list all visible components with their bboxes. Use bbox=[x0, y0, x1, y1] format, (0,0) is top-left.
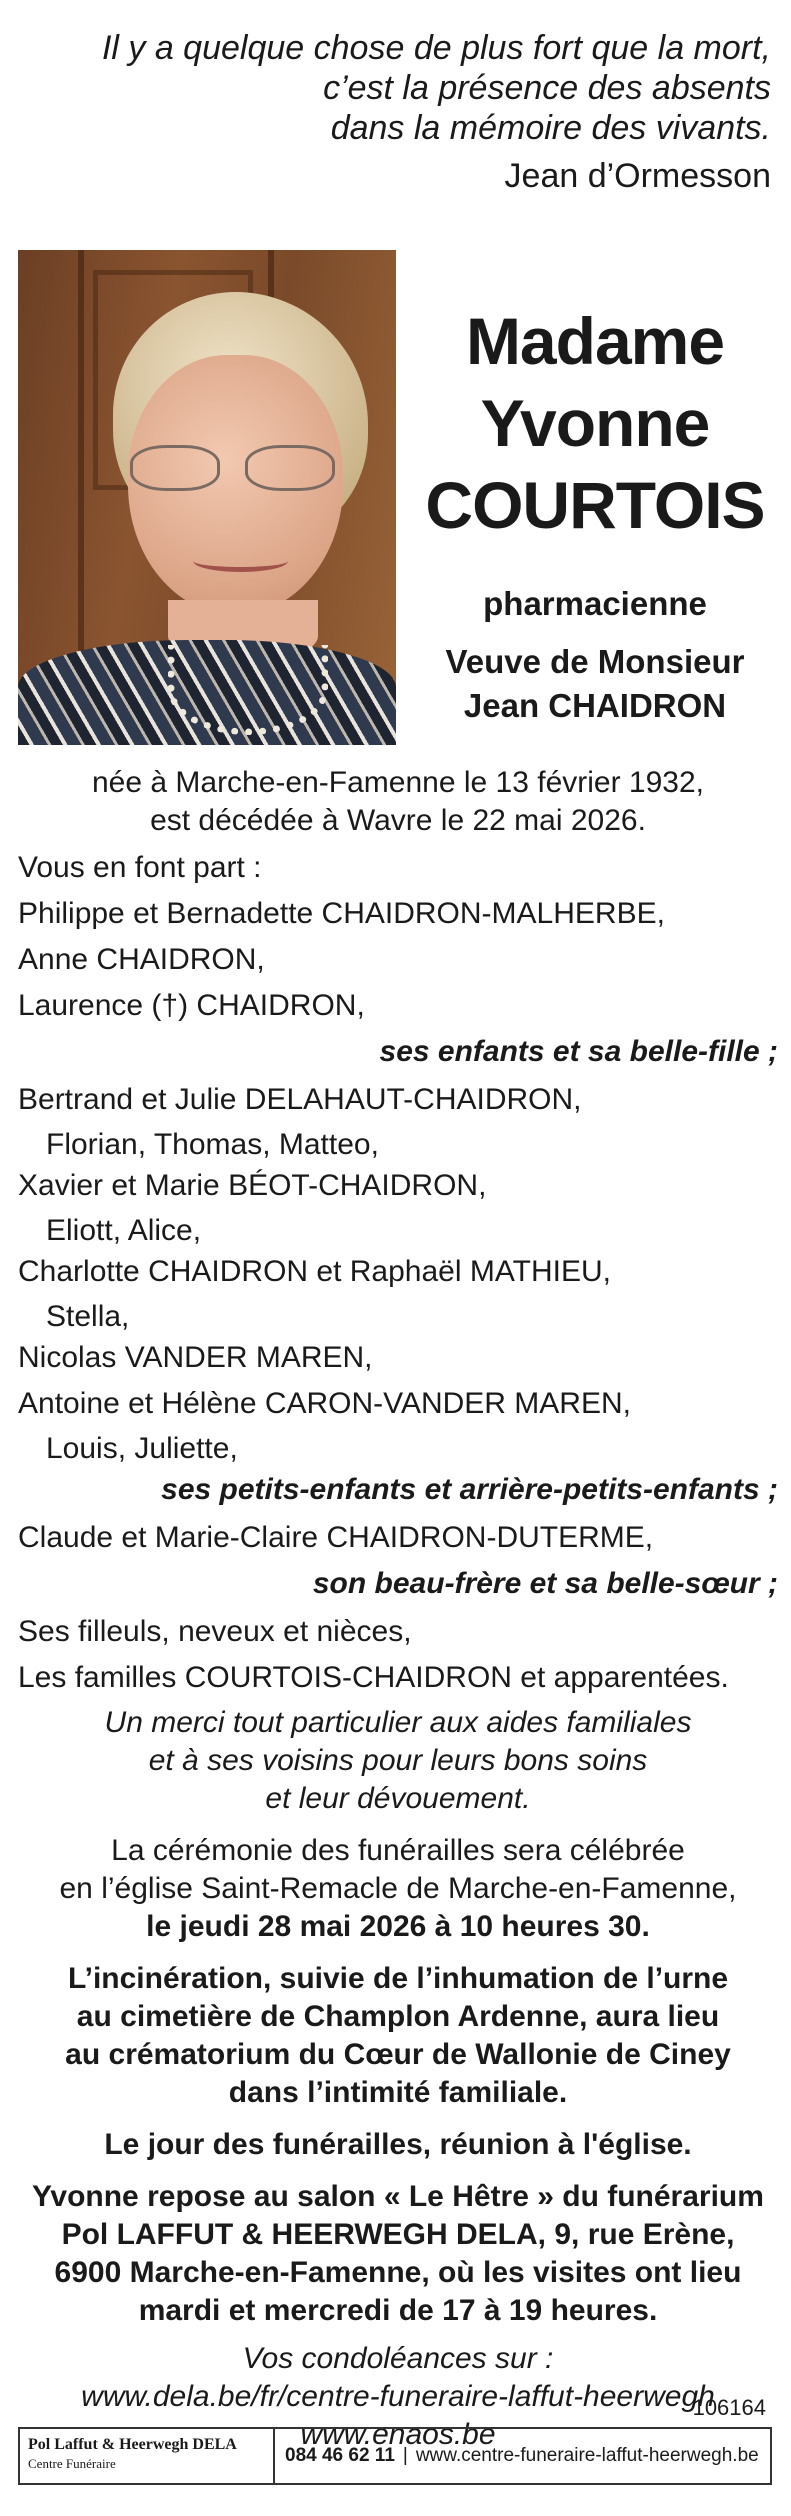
deceased-details bbox=[410, 582, 780, 728]
deceased-name bbox=[410, 300, 780, 546]
profession: pharmacienne bbox=[483, 585, 707, 622]
condolences-link[interactable]: www.dela.be/fr/centre-funeraire-laffut-heerwegh bbox=[81, 2380, 715, 2413]
funeral-home-footer bbox=[18, 2427, 772, 2485]
thanks-line: et à ses voisins pour leurs bons soins bbox=[148, 1744, 648, 1777]
quote-line: dans la mémoire des vivants. bbox=[330, 109, 771, 147]
name-line: Yvonne bbox=[480, 386, 710, 460]
cremation-line: au cimetière de Champlon Ardenne, aura lieu bbox=[76, 2000, 720, 2033]
visitation-line: mardi et mercredi de 17 à 19 heures. bbox=[138, 2294, 658, 2327]
ceremony-info bbox=[18, 1832, 778, 1946]
quote-line: c’est la présence des absents bbox=[323, 69, 771, 107]
condolences-link[interactable]: www.enaos.be bbox=[300, 2418, 496, 2451]
family-member: Xavier et Marie BÉOT-CHAIDRON, bbox=[18, 1169, 487, 1202]
separator: | bbox=[402, 2445, 408, 2466]
cremation-line: dans l’intimité familiale. bbox=[228, 2076, 568, 2109]
ceremony-line: La cérémonie des funérailles sera célébrée bbox=[111, 1834, 685, 1867]
thanks-line: et leur dévouement. bbox=[265, 1782, 531, 1815]
family-member: Stella, bbox=[46, 1300, 130, 1333]
name-line: Madame bbox=[465, 304, 725, 378]
phone-number[interactable]: 084 46 62 11 bbox=[285, 2445, 395, 2466]
website-link[interactable]: www.centre-funeraire-laffut-heerwegh.be bbox=[415, 2445, 759, 2466]
visitation-line: Pol LAFFUT & HEERWEGH DELA, 9, rue Erène, bbox=[61, 2218, 735, 2251]
thanks-message bbox=[18, 1704, 778, 1818]
family-member: Ses filleuls, neveux et nièces, bbox=[18, 1615, 412, 1648]
family-member: Eliott, Alice, bbox=[46, 1214, 202, 1247]
ceremony-date: le jeudi 28 mai 2026 à 10 heures 30. bbox=[146, 1910, 650, 1943]
family-role: son beau-frère et sa belle-sœur ; bbox=[312, 1567, 778, 1600]
family-role: ses petits-enfants et arrière-petits-enfants ; bbox=[161, 1473, 778, 1506]
ceremony-line: en l’église Saint-Remacle de Marche-en-Famenne, bbox=[59, 1872, 737, 1905]
announcement-body bbox=[18, 764, 778, 2454]
quote-author: Jean d’Ormesson bbox=[504, 157, 771, 195]
family-member: Louis, Juliette, bbox=[46, 1432, 238, 1465]
family-member: Les familles COURTOIS-CHAIDRON et apparentées. bbox=[18, 1661, 729, 1694]
birth-line: née à Marche-en-Famenne le 13 février 1932, bbox=[91, 766, 704, 799]
family-member: Claude et Marie-Claire CHAIDRON-DUTERME, bbox=[18, 1521, 654, 1554]
death-line: est décédée à Wavre le 22 mai 2026. bbox=[150, 804, 646, 837]
portrait-photo bbox=[18, 250, 396, 745]
brand-name: Pol Laffut & Heerwegh DELA bbox=[28, 2436, 237, 2453]
visitation-line: 6900 Marche-en-Famenne, où les visites ont lieu bbox=[54, 2256, 742, 2289]
reference-number: 106164 bbox=[692, 2395, 766, 2420]
contact-info bbox=[275, 2429, 770, 2483]
name-line: COURTOIS bbox=[425, 468, 765, 542]
cremation-info bbox=[18, 1960, 778, 2112]
reception-info: Le jour des funérailles, réunion à l'église. bbox=[104, 2128, 692, 2161]
family-role: ses enfants et sa belle-fille ; bbox=[379, 1035, 778, 1068]
family-member: Antoine et Hélène CARON-VANDER MAREN, bbox=[18, 1387, 631, 1420]
visitation-info bbox=[18, 2178, 778, 2330]
quote-line: Il y a quelque chose de plus fort que la mort, bbox=[101, 29, 771, 67]
birth-death-info bbox=[18, 764, 778, 840]
family-member: Nicolas VANDER MAREN, bbox=[18, 1341, 373, 1374]
epigraph-quote bbox=[31, 28, 771, 196]
cremation-line: L’incinération, suivie de l’inhumation de l’urne bbox=[67, 1962, 729, 1995]
cremation-line: au crématorium du Cœur de Wallonie de Ciney bbox=[65, 2038, 731, 2071]
family-member: Florian, Thomas, Matteo, bbox=[46, 1128, 379, 1161]
brand-subtitle: Centre Funéraire bbox=[28, 2456, 116, 2471]
spouse-line: Veuve de Monsieur bbox=[445, 643, 745, 680]
spouse-line: Jean CHAIDRON bbox=[463, 687, 727, 724]
condolences-label: Vos condoléances sur : bbox=[242, 2342, 554, 2375]
visitation-line: Yvonne repose au salon « Le Hêtre » du funérarium bbox=[32, 2180, 764, 2213]
family-member: Laurence (†) CHAIDRON, bbox=[18, 989, 365, 1022]
family-member: Charlotte CHAIDRON et Raphaël MATHIEU, bbox=[18, 1255, 611, 1288]
family-intro: Vous en font part : bbox=[18, 851, 262, 884]
family-member: Anne CHAIDRON, bbox=[18, 943, 265, 976]
family-member: Philippe et Bernadette CHAIDRON-MALHERBE, bbox=[18, 897, 665, 930]
funeral-home-logo bbox=[20, 2429, 275, 2483]
thanks-line: Un merci tout particulier aux aides familiales bbox=[104, 1706, 692, 1739]
family-member: Bertrand et Julie DELAHAUT-CHAIDRON, bbox=[18, 1083, 582, 1116]
